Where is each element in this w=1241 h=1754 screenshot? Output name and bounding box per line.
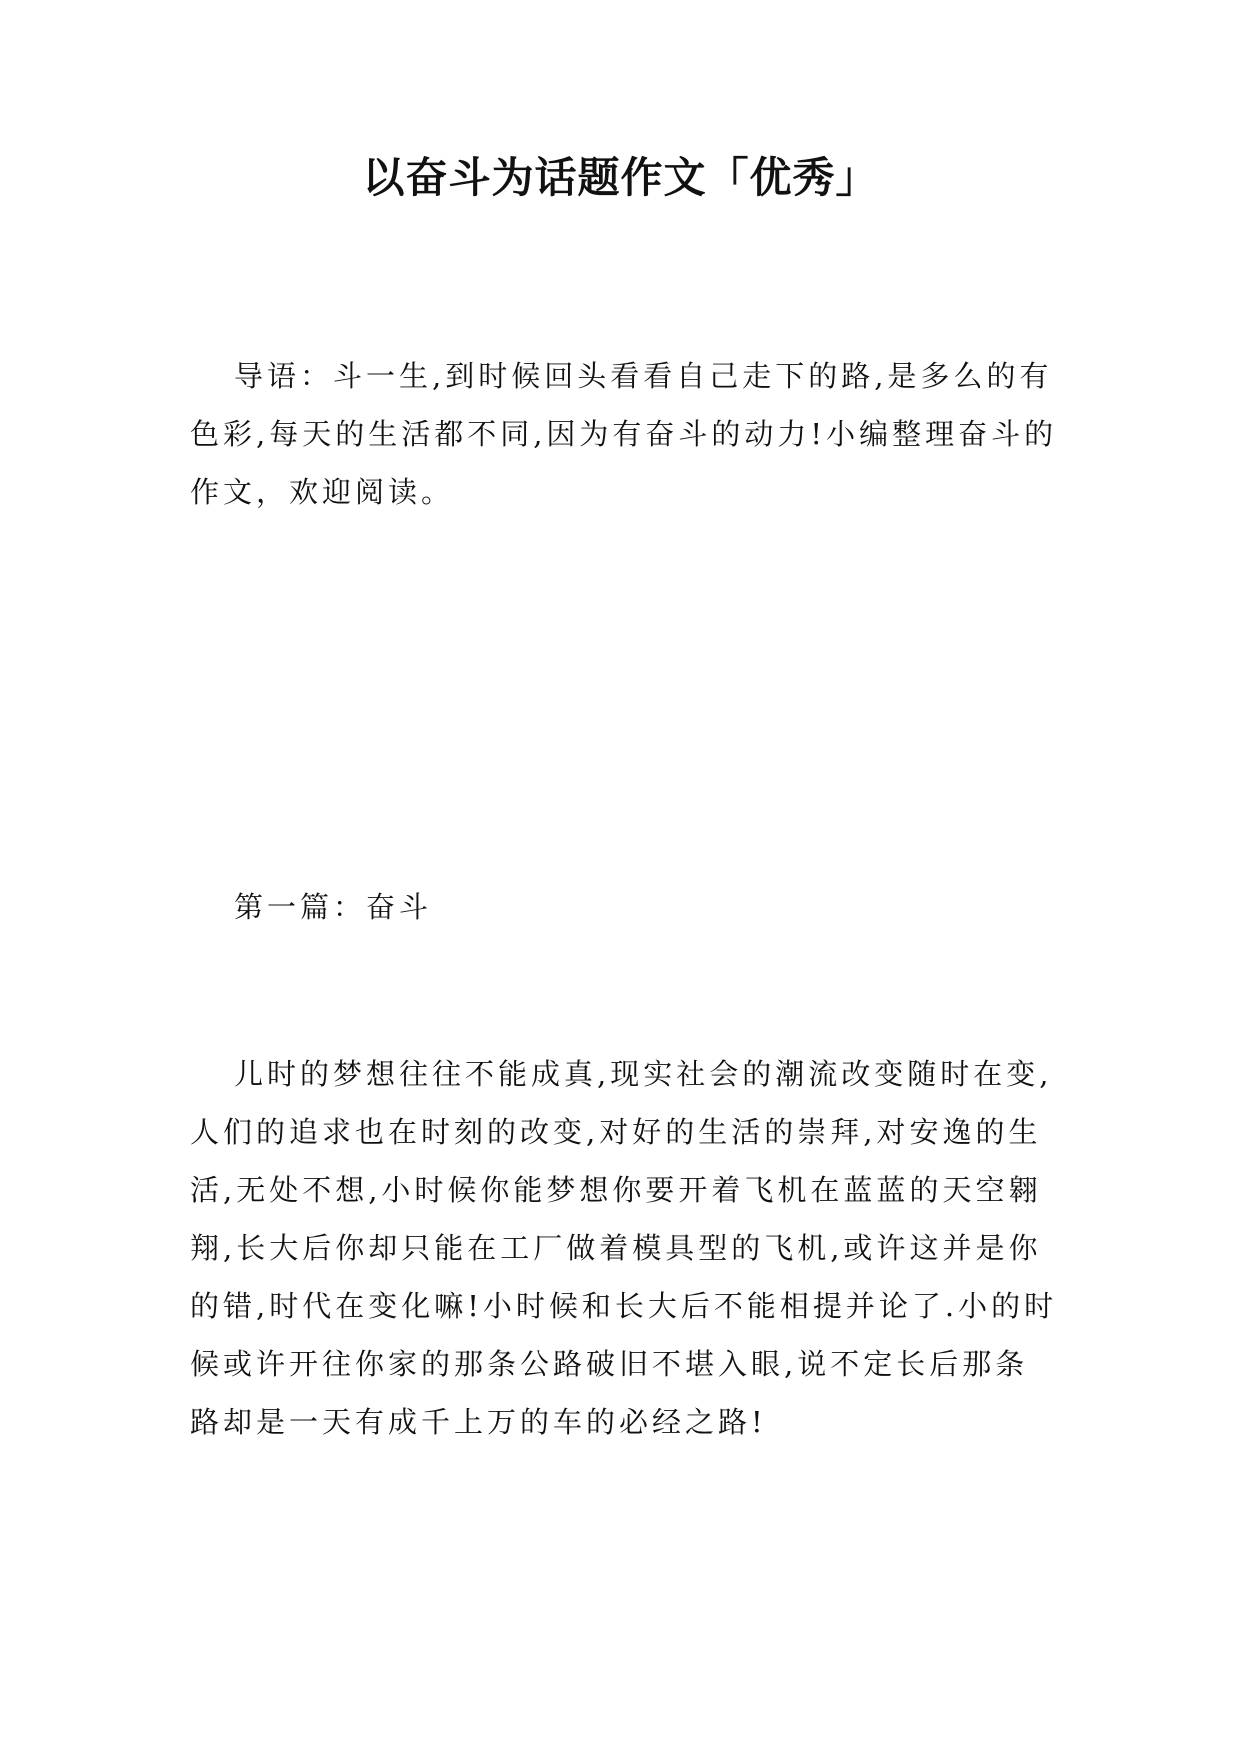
section-heading: 第一篇：奋斗 xyxy=(234,890,433,924)
body-paragraph: 儿时的梦想往往不能成真,现实社会的潮流改变随时在变,人们的追求也在时刻的改变,对好的生活的崇拜,对安逸的生活,无处不想,小时候你能梦想你要开着飞机在蓝蓝的天空翱翔,长大后你却只能在工厂做着模具型的飞机,或许这并是你的错,时代在变化嘛!小时候和长大后不能相提并论了.小的时候或许开往你家的那条公路破旧不堪入眼,说不定长后那条路却是一天有成千上万的车的必经之路! xyxy=(190,1057,1058,1439)
intro-paragraph: 导语：斗一生,到时候回头看看自己走下的路,是多么的有色彩,每天的生活都不同,因为有奋斗的动力!小编整理奋斗的作文，欢迎阅读。 xyxy=(190,359,1058,509)
document-title: 以奋斗为话题作文「优秀」 xyxy=(362,153,879,202)
